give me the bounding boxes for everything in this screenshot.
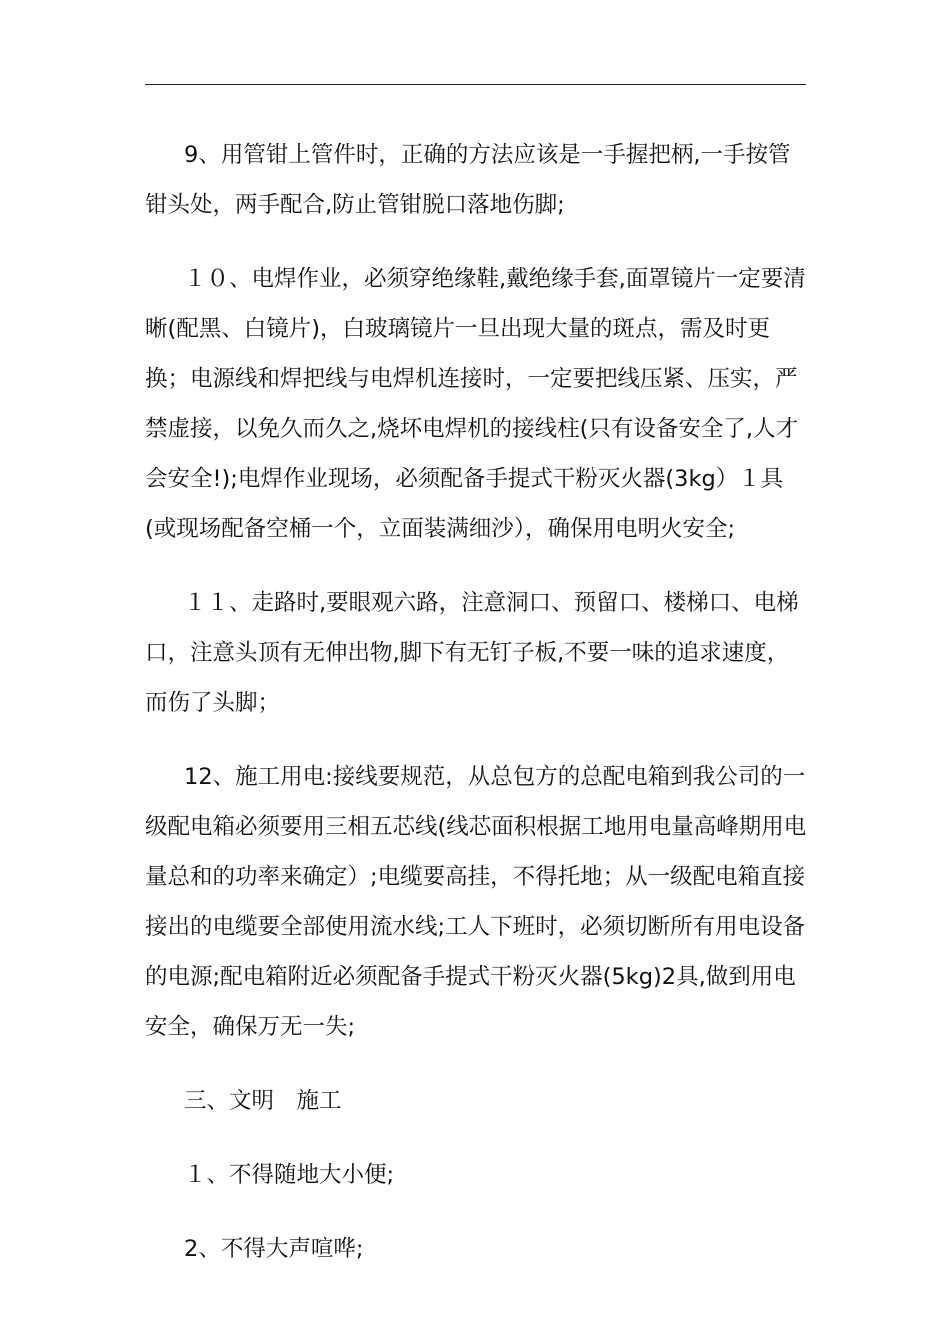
paragraph-item-11: １１、走路时,要眼观六路，注意洞口、预留口、楼梯口、电梯口，注意头顶有无伸出物,脚下有无钉子板,不要一味的追求速度，而伤了头脚； [145, 590, 799, 716]
list-item-2: 2、不得大声喧哗; [184, 1236, 364, 1262]
section-heading-civilized-construction: 三、文明 施工 [184, 1088, 342, 1114]
document-body [145, 130, 809, 1298]
header-rule [145, 84, 806, 85]
paragraph-item-9: 9、用管钳上管件时，正确的方法应该是一手握把柄,一手按管钳头处，两手配合,防止管钳脱口落地伤脚; [145, 142, 791, 218]
paragraph-item-12: 12、施工用电:接线要规范，从总包方的总配电箱到我公司的一级配电箱必须要用三相五芯线(线芯面积根据工地用电量高峰期用电量总和的功率来确定）;电缆要高挂，不得托地；从一级配电箱直接接出的电缆要全部使用流水线;工人下班时，必须切断所有用电设备的电源;配电箱附近必须配备手提式干粉灭火器(5kg)2具,做到用电安全，确保万无一失; [145, 764, 807, 1040]
paragraph-item-10: １０、电焊作业，必须穿绝缘鞋,戴绝缘手套,面罩镜片一定要清晰(配黑、白镜片)，白玻璃镜片一旦出现大量的斑点，需及时更换；电源线和焊把线与电焊机连接时，一定要把线压紧、压实，严禁虚接，以免久而久之,烧坏电焊机的接线柱(只有设备安全了,人才会安全!);电焊作业现场，必须配备手提式干粉灭火器(3kg）１具(或现场配备空桶一个，立面装满细沙），确保用电明火安全; [145, 266, 806, 542]
list-item-1: １、不得随地大小便; [184, 1162, 395, 1188]
